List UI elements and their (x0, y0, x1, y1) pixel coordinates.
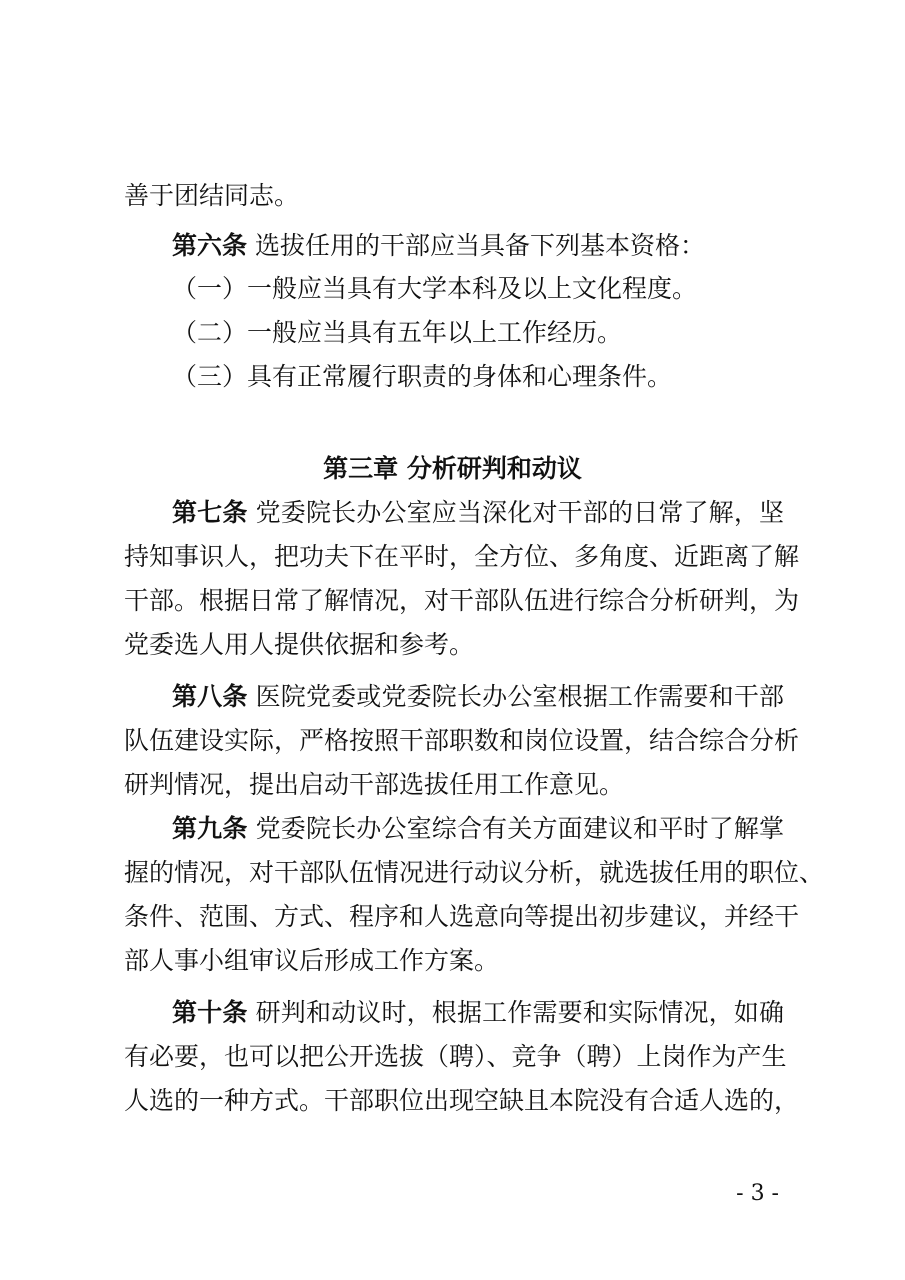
article-7 (172, 498, 784, 528)
page-number: - 3 - (736, 1181, 779, 1206)
list-item: （一）一般应当具有大学本科及以上文化程度。 (172, 274, 698, 303)
text-line: 持知事识人，把功夫下在平时，全方位、多角度、近距离了解 (124, 542, 800, 571)
text-line: 有必要，也可以把公开选拔（聘）、竞争（聘）上岗作为产生 (124, 1042, 787, 1071)
text-line: 握的情况，对干部队伍情况进行动议分析，就选拔任用的职位、 (124, 858, 825, 887)
text-line: 善于团结同志。 (124, 181, 300, 210)
text-line: 党委选人用人提供依据和参考。 (124, 630, 475, 659)
article-label: 第八条 (172, 682, 248, 711)
article-9 (172, 814, 784, 844)
article-label: 第十条 (172, 998, 248, 1027)
text-line: 条件、范围、方式、程序和人选意向等提出初步建议，并经干 (124, 902, 800, 931)
article-10 (172, 998, 784, 1028)
text-line: 队伍建设实际，严格按照干部职数和岗位设置，结合综合分析 (124, 726, 800, 755)
text-line: 研判情况，提出启动干部选拔任用工作意见。 (124, 770, 625, 799)
article-6 (172, 231, 712, 261)
article-text: 研判和动议时，根据工作需要和实际情况，如确 (247, 998, 784, 1027)
article-label: 第九条 (172, 814, 248, 843)
list-item: （二）一般应当具有五年以上工作经历。 (172, 318, 623, 347)
list-item: （三）具有正常履行职责的身体和心理条件。 (172, 362, 673, 391)
article-label: 第七条 (172, 498, 248, 527)
article-text: 党委院长办公室综合有关方面建议和平时了解掌 (247, 814, 784, 843)
text-line: 部人事小组审议后形成工作方案。 (124, 946, 500, 975)
text-line: 人选的一种方式。干部职位出现空缺且本院没有合适人选的， (124, 1086, 800, 1115)
article-text: 医院党委或党委院长办公室根据工作需要和干部 (247, 682, 784, 711)
article-label: 第六条 (172, 231, 248, 260)
article-text: 党委院长办公室应当深化对干部的日常了解，坚 (247, 498, 784, 527)
article-text: 选拔任用的干部应当具备下列基本资格： (247, 231, 705, 260)
chapter-heading: 第三章 分析研判和动议 (323, 454, 582, 483)
article-8 (172, 682, 784, 712)
text-line: 干部。根据日常了解情况，对干部队伍进行综合分析研判，为 (124, 586, 800, 615)
